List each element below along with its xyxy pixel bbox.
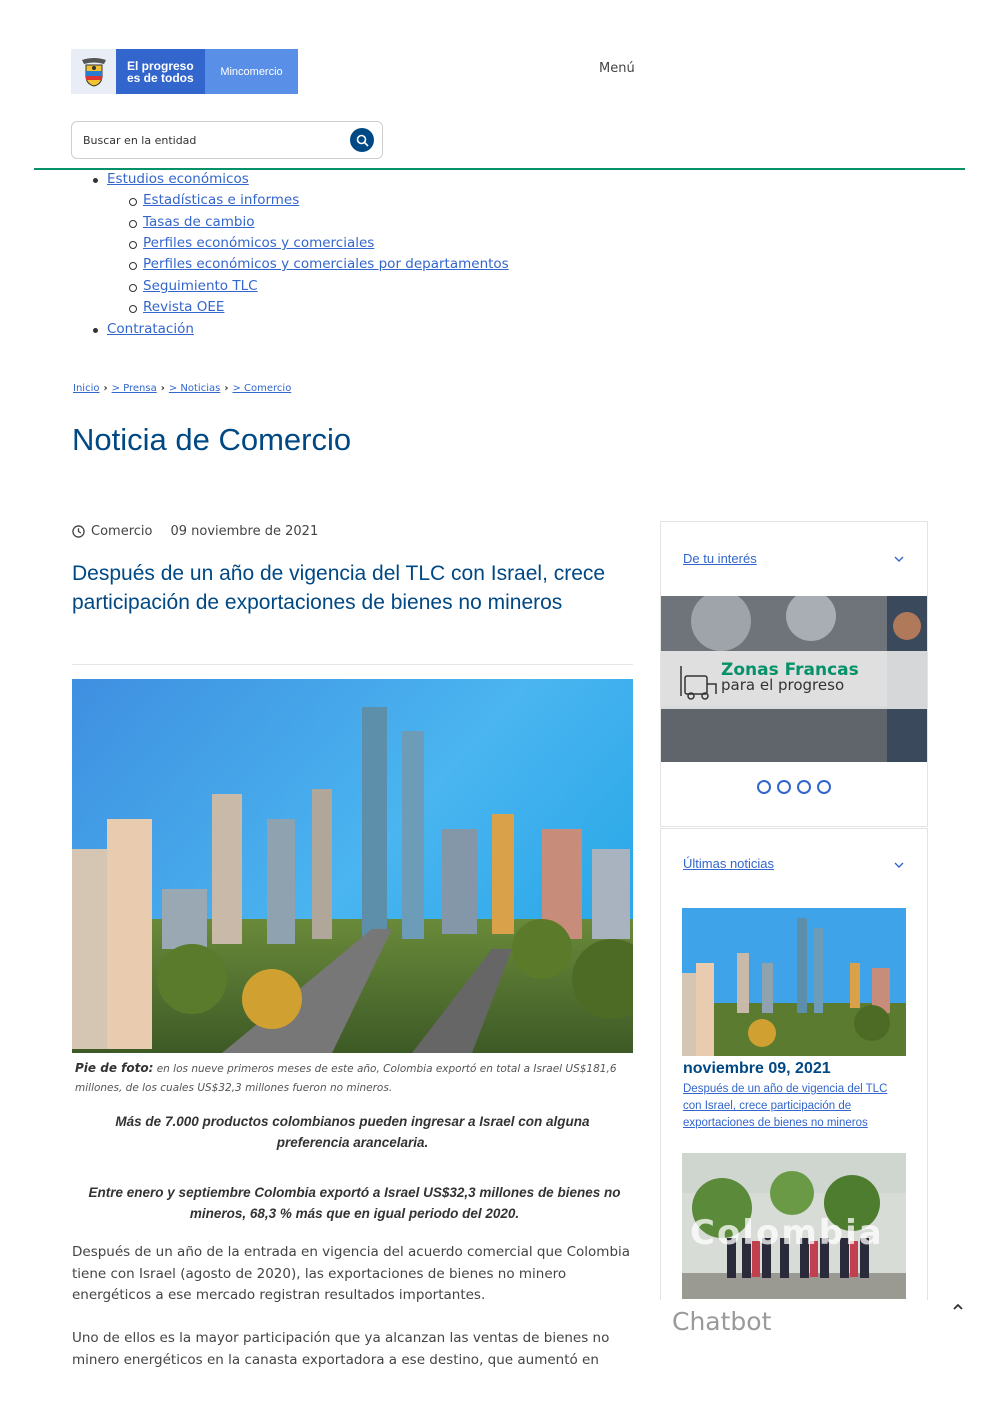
headline-divider [72,664,633,665]
nav-item-tasas[interactable] [143,214,255,230]
breadcrumb-noticias[interactable]: > Noticias [168,383,221,394]
logo-slogan [116,49,205,94]
news-thumbnail[interactable] [682,1153,906,1299]
header-divider [34,168,965,170]
coat-of-arms-icon [71,49,116,94]
nav-link[interactable]: Estudios económicos [107,171,249,187]
breadcrumb [73,383,291,394]
banner-subtitle: para el progreso [721,676,845,694]
article-lead-1: Más de 7.000 productos colombianos pueden ingresar a Israel con alguna preferencia arancelaria. [115,1114,590,1150]
article-paragraph-2: Uno de ellos es la mayor participación que ya alcanzan las ventas de bienes no minero energéticos en la canasta exportadora a ese destino, que aumentó en [72,1330,610,1368]
latest-news-title[interactable]: Últimas noticias [683,856,775,871]
breadcrumb-prensa[interactable]: > Prensa [111,383,157,394]
interest-panel-title[interactable]: De tu interés [683,551,757,566]
nav-link[interactable]: Contratación [107,321,194,337]
chevron-down-icon[interactable] [893,553,905,565]
carousel-dot[interactable] [817,780,831,794]
article-photo [72,679,633,1053]
nav-link[interactable]: Perfiles económicos y comerciales [143,235,375,251]
search-icon [356,134,369,147]
chatbot-button[interactable]: Chatbot [672,1307,772,1336]
nav-item-estudios[interactable] [107,171,249,187]
news-link[interactable]: Después de un año de vigencia del TLC con Israel, crece participación de exportaciones de bienes no mineros [683,1083,888,1129]
search-bar [71,121,383,159]
logo-slogan-line2: es de todos [127,71,194,85]
breadcrumb-comercio[interactable]: > Comercio [232,383,292,394]
nav-link[interactable]: Revista OEE [143,299,225,315]
news-image-lettering: Colombia [690,1213,884,1253]
nav-item-revista-oee[interactable] [143,299,224,315]
interest-banner[interactable] [661,596,927,762]
article-meta [72,524,318,539]
nav-link[interactable]: Perfiles económicos y comerciales por departamentos [143,256,509,272]
nav-item-seguimiento-tlc[interactable] [143,278,258,294]
caption-label: Pie de foto: [75,1061,154,1075]
article-paragraph-1: Después de un año de la entrada en vigencia del acuerdo comercial que Colombia tiene con Israel (agosto de 2020), las exportaciones de bienes no minero energéticos a ese mercado registran resultados importantes. [72,1244,631,1303]
article-date: 09 noviembre de 2021 [170,524,319,539]
clock-icon [72,525,85,538]
caption-text: en los nueve primeros meses de este año, Colombia exportó en total a Israel US$181,6 millones, de los cuales US$32,3 millones fueron no mineros. [75,1063,617,1094]
menu-button[interactable]: Menú [599,61,635,76]
article-category: Comercio [91,524,153,539]
nav-link[interactable]: Seguimiento TLC [143,278,258,294]
carousel-dot[interactable] [757,780,771,794]
interest-panel [660,521,928,827]
nav-link[interactable]: Tasas de cambio [143,214,255,230]
nav-item-perfiles-departamentos[interactable] [143,256,509,272]
chevron-up-icon[interactable] [953,1303,963,1311]
logo-entity: Mincomercio [205,49,298,94]
nav-item-estadisticas[interactable] [143,192,299,208]
nav-item-perfiles[interactable] [143,235,374,251]
latest-news-panel [660,828,928,1300]
news-date: noviembre 09, 2021 [683,1060,831,1077]
carousel-dot[interactable] [797,780,811,794]
search-button[interactable] [350,128,374,152]
breadcrumb-separator: › [103,383,108,394]
page-title: Noticia de Comercio [72,422,352,457]
nav-link[interactable]: Estadísticas e informes [143,192,300,208]
news-thumbnail[interactable] [682,908,906,1056]
photo-caption [75,1059,630,1098]
banner-title: Zonas Francas [721,660,859,680]
logo-slogan-line1: El progreso [127,59,194,73]
breadcrumb-separator: › [160,383,165,394]
breadcrumb-inicio[interactable]: Inicio [73,383,100,394]
carousel-dots [757,780,831,794]
nav-item-contratacion[interactable] [107,321,194,337]
chevron-down-icon[interactable] [893,859,905,871]
site-logo[interactable] [71,49,298,94]
article-lead-2: Entre enero y septiembre Colombia exportó a Israel US$32,3 millones de bienes no mineros, 68,3 % más que en igual periodo del 2020. [88,1185,621,1221]
breadcrumb-separator: › [224,383,229,394]
carousel-dot[interactable] [777,780,791,794]
search-input[interactable] [83,134,338,147]
article-headline: Después de un año de vigencia del TLC con Israel, crece participación de exportaciones de bienes no mineros [72,562,606,614]
